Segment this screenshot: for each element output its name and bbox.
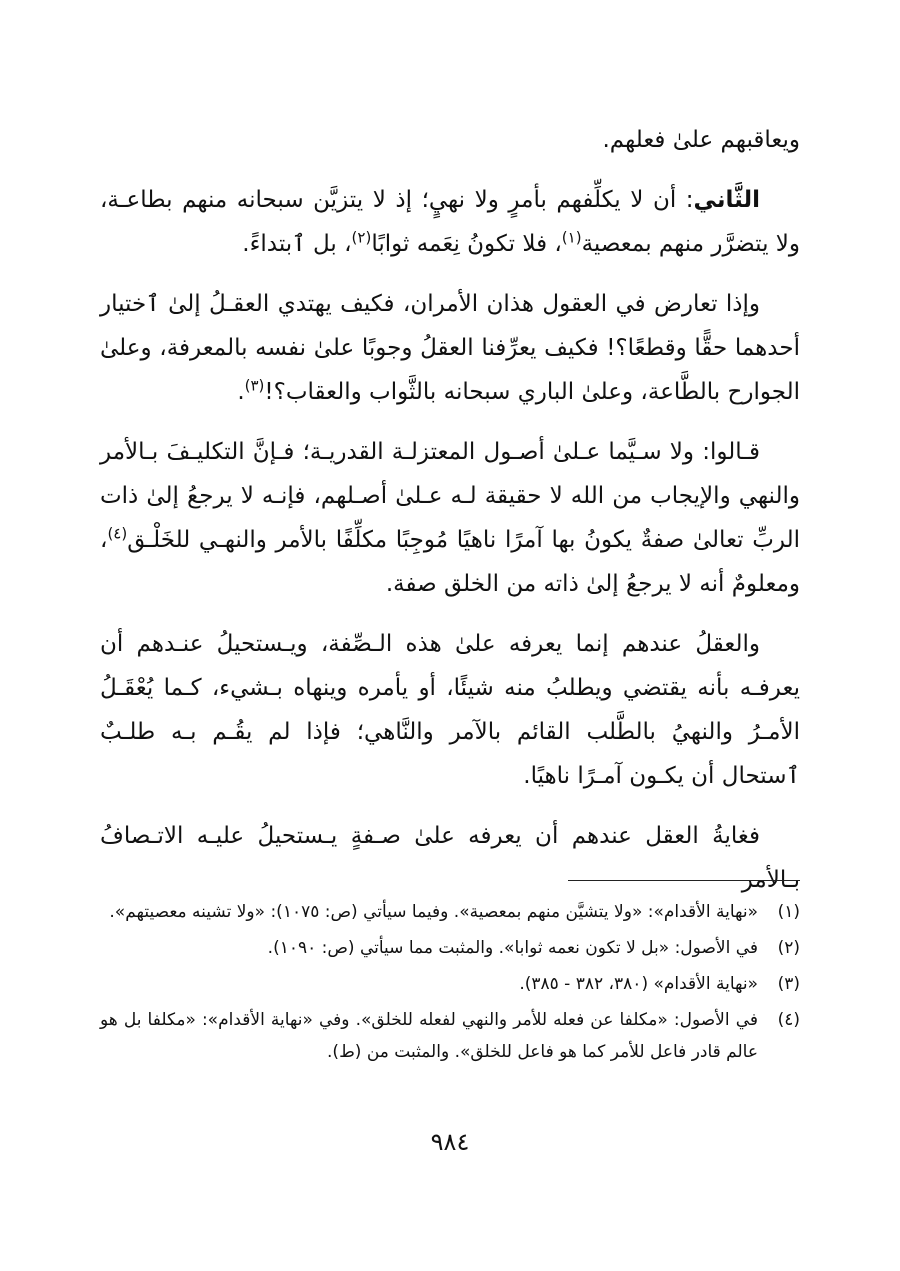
paragraph-4-tail: ، ومعلومٌ أنه لا يرجعُ إلىٰ ذاته من الخلق صفة. bbox=[100, 527, 800, 597]
paragraph-3 bbox=[100, 282, 800, 414]
paragraph-1-text: ويعاقبهم علىٰ فعلهم. bbox=[602, 127, 800, 153]
footnote-3-text: «نهاية الأقدام» (٣٨٠، ٣٨٢ - ٣٨٥). bbox=[519, 974, 758, 994]
footnote-ref-1: (١) bbox=[561, 228, 582, 247]
footnote-1-number: (١) bbox=[777, 902, 800, 922]
footnote-2 bbox=[100, 932, 800, 964]
footnote-ref-3: (٣) bbox=[244, 376, 265, 395]
paragraph-3-text: وإذا تعارض في العقول هذان الأمران، فكيف يهتدي العقـلُ إلىٰ ٱختيار أحدهما حقًّا وقطعًا؟! فكيف يعرِّفنا العقلُ وجوبًا علىٰ نفسه بالمعرفة، وعلىٰ الجوارح بالطَّاعة، وعلىٰ الباري سبحانه بالثَّواب والعقاب؟! bbox=[100, 291, 800, 405]
page-number: ٩٨٤ bbox=[430, 1128, 470, 1156]
footnote-separator bbox=[568, 880, 800, 881]
footnote-3-number: (٣) bbox=[777, 974, 800, 994]
footnote-1 bbox=[100, 896, 800, 928]
paragraph-2-text-b: ، فلا تكونُ نِعَمه ثوابًا bbox=[371, 231, 562, 257]
paragraph-2-lead: الثَّاني bbox=[693, 187, 760, 213]
paragraph-5 bbox=[100, 622, 800, 798]
paragraph-4-text: قـالوا: ولا سـيَّما عـلىٰ أصـول المعتزلـة القدريـة؛ فـإنَّ التكليـفَ بـالأمر والنهي والإيجاب من الله لا حقيقة لـه عـلىٰ أصـلهم، فإنـه لا يرجعُ إلىٰ ذات الربِّ تعالىٰ صفةٌ يكونُ بها آمرًا ناهيًا مُوجِبًا مكلِّفًا بالأمر والنهـي للخَلْـق bbox=[100, 439, 800, 553]
footnote-ref-2: (٢) bbox=[351, 228, 372, 247]
footnotes bbox=[100, 896, 800, 1072]
footnote-4 bbox=[100, 1004, 800, 1068]
footnote-4-number: (٤) bbox=[777, 1010, 800, 1030]
paragraph-6-text: فغايةُ العقل عندهم أن يعرفه علىٰ صـفةٍ يـستحيلُ عليـه الاتـصافُ بـالأمر bbox=[100, 823, 800, 893]
paragraph-3-tail: . bbox=[237, 379, 245, 405]
footnote-2-number: (٢) bbox=[777, 938, 800, 958]
main-text bbox=[100, 118, 800, 918]
paragraph-2-text-c: ، بل ٱبتداءً. bbox=[242, 231, 352, 257]
footnote-1-text: «نهاية الأقدام»: «ولا يتشيَّن منهم بمعصية». وفيما سيأتي (ص: ١٠٧٥): «ولا تشينه معصيتهم». bbox=[109, 902, 758, 922]
paragraph-4 bbox=[100, 430, 800, 606]
paragraph-2 bbox=[100, 178, 800, 266]
footnote-2-text: في الأصول: «بل لا تكون نعمه ثوابا». والمثبت مما سيأتي (ص: ١٠٩٠). bbox=[267, 938, 758, 958]
footnote-3 bbox=[100, 968, 800, 1000]
footnote-ref-4: (٤) bbox=[107, 524, 128, 543]
paragraph-2-text-a: : أن لا يكلِّفهم بأمرٍ ولا نهيٍ؛ إذ لا يتزيَّن سبحانه منهم بطاعـة، ولا يتضرَّر منهم بمعصية bbox=[100, 187, 800, 257]
footnote-4-text: في الأصول: «مكلفا عن فعله للأمر والنهي لفعله للخلق». وفي «نهاية الأقدام»: «مكلفا بل هو عالم قادر فاعل للأمر كما هو فاعل للخلق». والمثبت من (ط). bbox=[100, 1010, 758, 1062]
paragraph-5-text: والعقلُ عندهم إنما يعرفه علىٰ هذه الـصِّفة، ويـستحيلُ عنـدهم أن يعرفـه بأنه يقتضي ويطلبُ منه شيئًا، أو يأمره وينهاه بـشيء، كـما يُعْقَـلُ الأمـرُ والنهيُ بالطَّلب القائم بالآمر والنَّاهي؛ فإذا لم يقُـم بـه طلـبٌ ٱستحال أن يكـون آمـرًا ناهيًا. bbox=[100, 631, 800, 789]
paragraph-6 bbox=[100, 814, 800, 902]
paragraph-1 bbox=[100, 118, 800, 162]
